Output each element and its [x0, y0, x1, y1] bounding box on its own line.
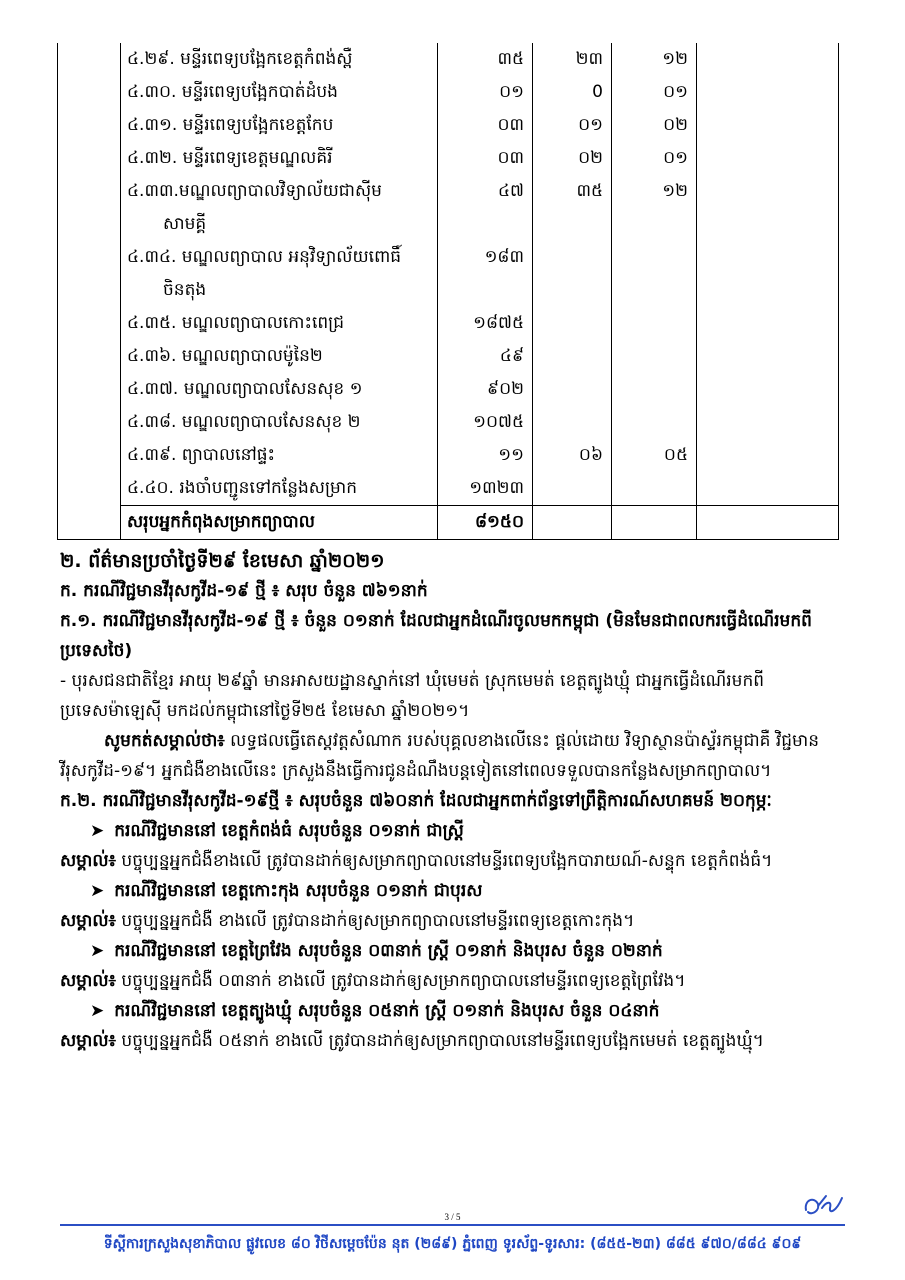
- table-row: [58, 340, 839, 373]
- index-cell: [58, 373, 121, 406]
- facility-name-text: ៤.៣៦. មណ្ឌលព្យាបាលម៉ូនៃ២: [127, 346, 323, 366]
- note-kampong-thom: [60, 846, 845, 876]
- extra-cell: [697, 406, 839, 439]
- extra-cell: [697, 175, 839, 241]
- facility-name-text: ៤.៣៧. មណ្ឌលព្យាបាលសែនសុខ ១: [127, 379, 363, 399]
- bullet-tbong-khmum: [60, 996, 845, 1026]
- note-text: លទ្ធផលធ្វើតេស្តវត្តសំណាក របស់បុគ្គលខាងលើនេះ ផ្តល់ដោយ វិទ្យាស្ថានប៉ាស្ទ័រកម្ពុជាគឺ វិជ្ជមានវីរុសកូវីដ-១៩។ អ្នកជំងឺខាងលើនេះ ក្រសួងនឹងធ្វើការជូនដំណឹងបន្តទៀតនៅពេលទទួលបានកន្លែងសម្រាកព្យាបាល។: [60, 731, 819, 781]
- count-b: ០១: [612, 142, 697, 175]
- total-count: ៣៥: [438, 43, 533, 76]
- arrow-icon: ➤: [90, 941, 105, 961]
- facility-name: [121, 472, 438, 506]
- table-row: [58, 373, 839, 406]
- index-cell: [58, 406, 121, 439]
- count-b: [612, 373, 697, 406]
- facility-name-text: ៤.៣១. មន្ទីរពេទ្យបង្អែកខេត្តកែប: [127, 115, 334, 135]
- subsection-ka2: ក.២. ករណីវិជ្ជមានវីរុសកូវីដ-១៩ថ្មី ៖ សរុបចំនួន ៧៦០នាក់ ដែលជាអ្នកពាក់ព័ន្ធទៅព្រឹត្តិការណ៍សហគមន៍ ២០កុម្ភៈ: [60, 791, 772, 811]
- note-text: បច្ចុប្បន្នអ្នកជំងឺ ០៣នាក់ ខាងលើ ត្រូវបានដាក់ឲ្យសម្រាកព្យាបាលនៅមន្ទីរពេទ្យខេត្តព្រៃវែង។: [116, 971, 686, 991]
- total-count: ០១: [438, 76, 533, 109]
- total-count: ៤៩: [438, 340, 533, 373]
- total-row: [58, 506, 839, 540]
- total-count: ៩០២: [438, 373, 533, 406]
- subsection-ka: ក. ករណីវិជ្ជមានវីរុសកូវីដ-១៩ ថ្មី ៖ សរុប ចំនួន ៧៦១នាក់: [60, 581, 428, 601]
- bullet-text: ករណីវិជ្ជមាននៅ ខេត្តកំពង់ធំ សរុបចំនួន ០១នាក់ ជាស្ត្រី: [114, 821, 464, 841]
- facility-name-text: ៤.៣៥. មណ្ឌលព្យាបាលកោះពេជ្រ: [127, 313, 345, 333]
- note-prey-veng: [60, 966, 845, 996]
- bullet-text: ករណីវិជ្ជមាននៅ ខេត្តព្រៃវែង សរុបចំនួន ០៣នាក់ ស្ត្រី ០១នាក់ និងបុរស ចំនួន ០២នាក់: [114, 941, 663, 961]
- facility-name-cont: សាមគ្គី: [163, 214, 207, 234]
- subsection-ka1: ក.១. ករណីវិជ្ជមានវីរុសកូវីដ-១៩ ថ្មី ៖ ចំនួន ០១នាក់ ដែលជាអ្នកដំណើរចូលមកកម្ពុជា (មិនមែនជាពលករធ្វើដំណើរមកពីប្រទេសថៃ): [60, 611, 812, 661]
- index-cell: [58, 472, 121, 506]
- count-a: [533, 406, 612, 439]
- facility-name: [121, 340, 438, 373]
- count-b: ០១: [612, 76, 697, 109]
- section-heading: ២. ព័ត៌មានប្រចាំថ្ងៃទី២៩ ខែមេសា ឆ្នាំ២០២១: [60, 550, 385, 572]
- table-row: [58, 406, 839, 439]
- table-row: [58, 307, 839, 340]
- facility-name-text: ៤.៣០. មន្ទីរពេទ្យបង្អែកបាត់ដំបង: [127, 82, 338, 102]
- facility-name-text: ៤.៣៨. មណ្ឌលព្យាបាលសែនសុខ ២: [127, 412, 361, 432]
- bullet-kampong-thom: [60, 816, 845, 846]
- total-count: ១០៧៥: [438, 406, 533, 439]
- note-label: សម្គាល់៖: [60, 851, 117, 871]
- count-b: [612, 307, 697, 340]
- count-b: [612, 340, 697, 373]
- count-a: 0: [533, 76, 612, 109]
- facility-name: [121, 142, 438, 175]
- facility-name-text: ៤.៣៣.មណ្ឌលព្យាបាលវិទ្យាល័យជាស៊ីម: [127, 181, 382, 201]
- bullet-prey-veng: [60, 936, 845, 966]
- arrow-icon: ➤: [90, 1001, 105, 1021]
- index-cell: [58, 175, 121, 241]
- count-a: [533, 373, 612, 406]
- note-koh-kong: [60, 906, 845, 936]
- arrow-icon: ➤: [90, 881, 105, 901]
- facility-name-text: ៤.២៩. មន្ទីរពេទ្យបង្អែកខេត្តកំពង់ស្ពឺ: [127, 49, 353, 69]
- table-row: [58, 175, 839, 241]
- note-label: សម្គាល់៖: [60, 911, 117, 931]
- note-text: បច្ចុប្បន្នអ្នកជំងឺ ០៥នាក់ ខាងលើ ត្រូវបានដាក់ឲ្យសម្រាកព្យាបាលនៅមន្ទីរពេទ្យបង្អែកមេមត់ ខេត្តត្បូងឃ្មុំ។: [116, 1031, 764, 1051]
- total-count: ១៨៧៥: [438, 307, 533, 340]
- note-tbong-khmum: [60, 1026, 845, 1056]
- extra-cell: [697, 439, 839, 472]
- total-count: ១៨៣: [438, 241, 533, 307]
- count-a: [533, 307, 612, 340]
- bullet-text: ករណីវិជ្ជមាននៅ ខេត្តកោះកុង សរុបចំនួន ០១នាក់ ជាបុរស: [114, 881, 483, 901]
- facility-name-text: ៤.៣២. មន្ទីរពេទ្យខេត្តមណ្ឌលគិរី: [127, 148, 333, 168]
- facility-name: [121, 76, 438, 109]
- count-b: [612, 241, 697, 307]
- facility-name: [121, 175, 438, 241]
- extra-cell: [697, 109, 839, 142]
- index-cell: [58, 307, 121, 340]
- note-paragraph: [60, 726, 845, 786]
- facility-name: [121, 307, 438, 340]
- note-label: សូមកត់សម្គាល់ថា៖: [104, 731, 225, 751]
- table-row: [58, 109, 839, 142]
- count-a: ០៦: [533, 439, 612, 472]
- empty-cell: [612, 506, 697, 540]
- index-cell: [58, 340, 121, 373]
- treatment-table: [57, 43, 839, 540]
- extra-cell: [697, 76, 839, 109]
- index-cell: [58, 506, 121, 540]
- table-row: [58, 439, 839, 472]
- note-label: សម្គាល់៖: [60, 971, 117, 991]
- footer-address: ទីស្តីការក្រសួងសុខាភិបាល ផ្លូវលេខ ៨០ វិថីសម្តេចប៉ែន នុត (២៨៩) ភ្នំពេញ ទូរស័ព្ទ-ទូរសារ: (៨៥៥-២៣) ៨៨៥ ៩៧០/៨៨៤ ៩០៩: [103, 1236, 802, 1252]
- ka1-detail: - បុរសជនជាតិខ្មែរ អាយុ ២៩ឆ្នាំ មានអាសយដ្ឋានស្នាក់នៅ ឃុំមេមត់ ស្រុកមេមត់ ខេត្តត្បូងឃ្មុំ ជាអ្នកធ្វើដំណើរមកពីប្រទេសម៉ាឡេស៊ី មកដល់កម្ពុជានៅថ្ងៃទី២៥ ខែមេសា ឆ្នាំ២០២១។: [60, 671, 765, 721]
- count-a: [533, 472, 612, 506]
- facility-name: [121, 109, 438, 142]
- table-row: [58, 472, 839, 506]
- bullet-text: ករណីវិជ្ជមាននៅ ខេត្តត្បូងឃ្មុំ សរុបចំនួន ០៥នាក់ ស្ត្រី ០១នាក់ និងបុរស ចំនួន ០៤នាក់: [114, 1001, 660, 1021]
- index-cell: [58, 142, 121, 175]
- total-count: ១៣២៣: [438, 472, 533, 506]
- count-a: ៣៥: [533, 175, 612, 241]
- footer-divider: [60, 1224, 845, 1226]
- total-label: សរុបអ្នកកំពុងសម្រាកព្យាបាល: [121, 506, 438, 540]
- note-text: បច្ចុប្បន្នអ្នកជំងឺខាងលើ ត្រូវបានដាក់ឲ្យសម្រាកព្យាបាលនៅមន្ទីរពេទ្យបង្អែកបារាយណ៍-សន្ទុក ខេត្តកំពង់ធំ។: [116, 851, 773, 871]
- extra-cell: [697, 43, 839, 76]
- facility-name-cont: ចិនតុង: [163, 280, 207, 300]
- index-cell: [58, 439, 121, 472]
- extra-cell: [697, 241, 839, 307]
- table-row: [58, 43, 839, 76]
- index-cell: [58, 76, 121, 109]
- facility-name: [121, 439, 438, 472]
- count-b: ១២: [612, 43, 697, 76]
- table-row: [58, 76, 839, 109]
- facility-name-text: ៤.៣៤. មណ្ឌលព្យាបាល អនុវិទ្យាល័យពោធិ៍: [127, 247, 402, 267]
- count-b: [612, 472, 697, 506]
- facility-name: [121, 241, 438, 307]
- count-a: ០១: [533, 109, 612, 142]
- count-a: ០២: [533, 142, 612, 175]
- extra-cell: [697, 307, 839, 340]
- note-text: បច្ចុប្បន្នអ្នកជំងឺ ខាងលើ ត្រូវបានដាក់ឲ្យសម្រាកព្យាបាលនៅមន្ទីរពេទ្យខេត្តកោះកុង។: [116, 911, 635, 931]
- facility-name-text: ៤.៣៩. ព្យាបាលនៅផ្ទះ: [127, 445, 276, 465]
- note-label: សម្គាល់៖: [60, 1031, 117, 1051]
- count-b: ០២: [612, 109, 697, 142]
- total-count: ០៣: [438, 109, 533, 142]
- count-b: ០៥: [612, 439, 697, 472]
- total-count: ១១: [438, 439, 533, 472]
- total-count: ០៣: [438, 142, 533, 175]
- empty-cell: [533, 506, 612, 540]
- count-b: ១២: [612, 175, 697, 241]
- extra-cell: [697, 340, 839, 373]
- bullet-koh-kong: [60, 876, 845, 906]
- section-body: [60, 546, 845, 1056]
- total-value: ៨១៥០: [438, 506, 533, 540]
- extra-cell: [697, 472, 839, 506]
- page-number: 3 / 5: [444, 1212, 461, 1222]
- table-row: [58, 241, 839, 307]
- count-a: [533, 241, 612, 307]
- count-a: [533, 340, 612, 373]
- total-count: ៤៧: [438, 175, 533, 241]
- facility-name-text: ៤.៤០. រងចាំបញ្ជូនទៅកន្លែងសម្រាក: [127, 478, 358, 498]
- arrow-icon: ➤: [90, 821, 105, 841]
- facility-name: [121, 406, 438, 439]
- extra-cell: [697, 373, 839, 406]
- index-cell: [58, 109, 121, 142]
- empty-cell: [697, 506, 839, 540]
- facility-name: [121, 373, 438, 406]
- table-row: [58, 142, 839, 175]
- facility-name: [121, 43, 438, 76]
- index-cell: [58, 43, 121, 76]
- count-a: ២៣: [533, 43, 612, 76]
- index-cell: [58, 241, 121, 307]
- extra-cell: [697, 142, 839, 175]
- count-b: [612, 406, 697, 439]
